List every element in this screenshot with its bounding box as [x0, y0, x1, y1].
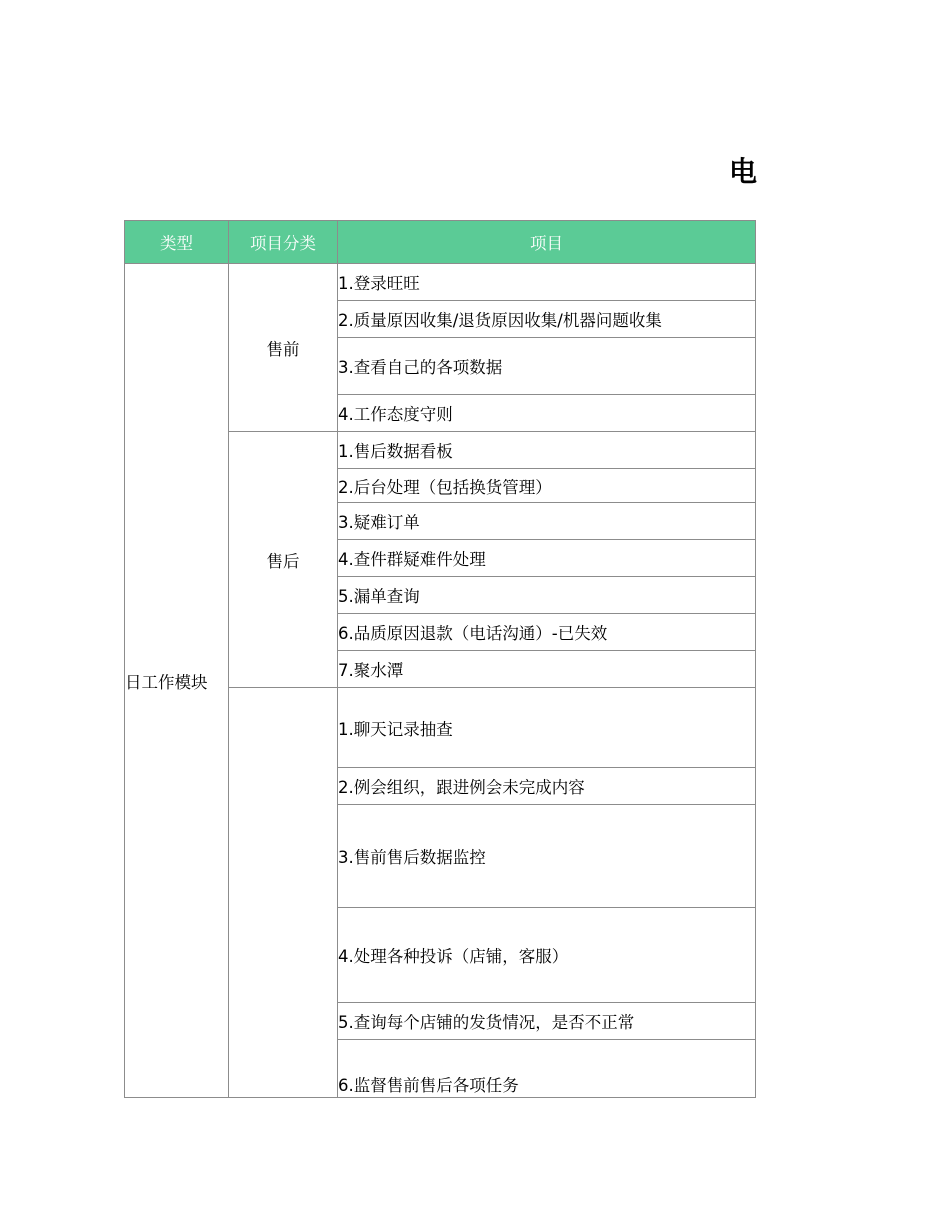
- item-cell: 3.查看自己的各项数据: [338, 338, 756, 395]
- item-cell: 6.监督售前售后各项任务: [338, 1040, 756, 1098]
- item-cell: 2.例会组织，跟进例会未完成内容: [338, 768, 756, 805]
- type-cell: 日工作模块: [125, 264, 229, 1098]
- work-module-table: [124, 220, 756, 1098]
- item-cell: 7.聚水潭: [338, 651, 756, 688]
- item-cell: 1.售后数据看板: [338, 432, 756, 469]
- item-cell: 1.聊天记录抽查: [338, 688, 756, 768]
- item-cell: 3.售前售后数据监控: [338, 805, 756, 908]
- item-cell: 4.工作态度守则: [338, 395, 756, 432]
- header-type: 类型: [125, 221, 229, 264]
- table-header-row: [125, 221, 756, 264]
- table-row: [125, 264, 756, 301]
- item-cell: 5.查询每个店铺的发货情况，是否不正常: [338, 1003, 756, 1040]
- header-item: 项目: [338, 221, 756, 264]
- category-cell-aftersale: 售后: [229, 432, 338, 688]
- category-cell-presale: 售前: [229, 264, 338, 432]
- category-cell-management: [229, 688, 338, 1098]
- header-category: 项目分类: [229, 221, 338, 264]
- item-cell: 2.质量原因收集/退货原因收集/机器问题收集: [338, 301, 756, 338]
- item-cell: 3.疑难订单: [338, 503, 756, 540]
- item-cell: 4.处理各种投诉（店铺，客服）: [338, 908, 756, 1003]
- item-cell: 2.后台处理（包括换货管理）: [338, 469, 756, 503]
- item-cell: 5.漏单查询: [338, 577, 756, 614]
- item-cell: 1.登录旺旺: [338, 264, 756, 301]
- item-cell: 4.查件群疑难件处理: [338, 540, 756, 577]
- item-cell: 6.品质原因退款（电话沟通）-已失效: [338, 614, 756, 651]
- page-title: 电: [729, 155, 758, 188]
